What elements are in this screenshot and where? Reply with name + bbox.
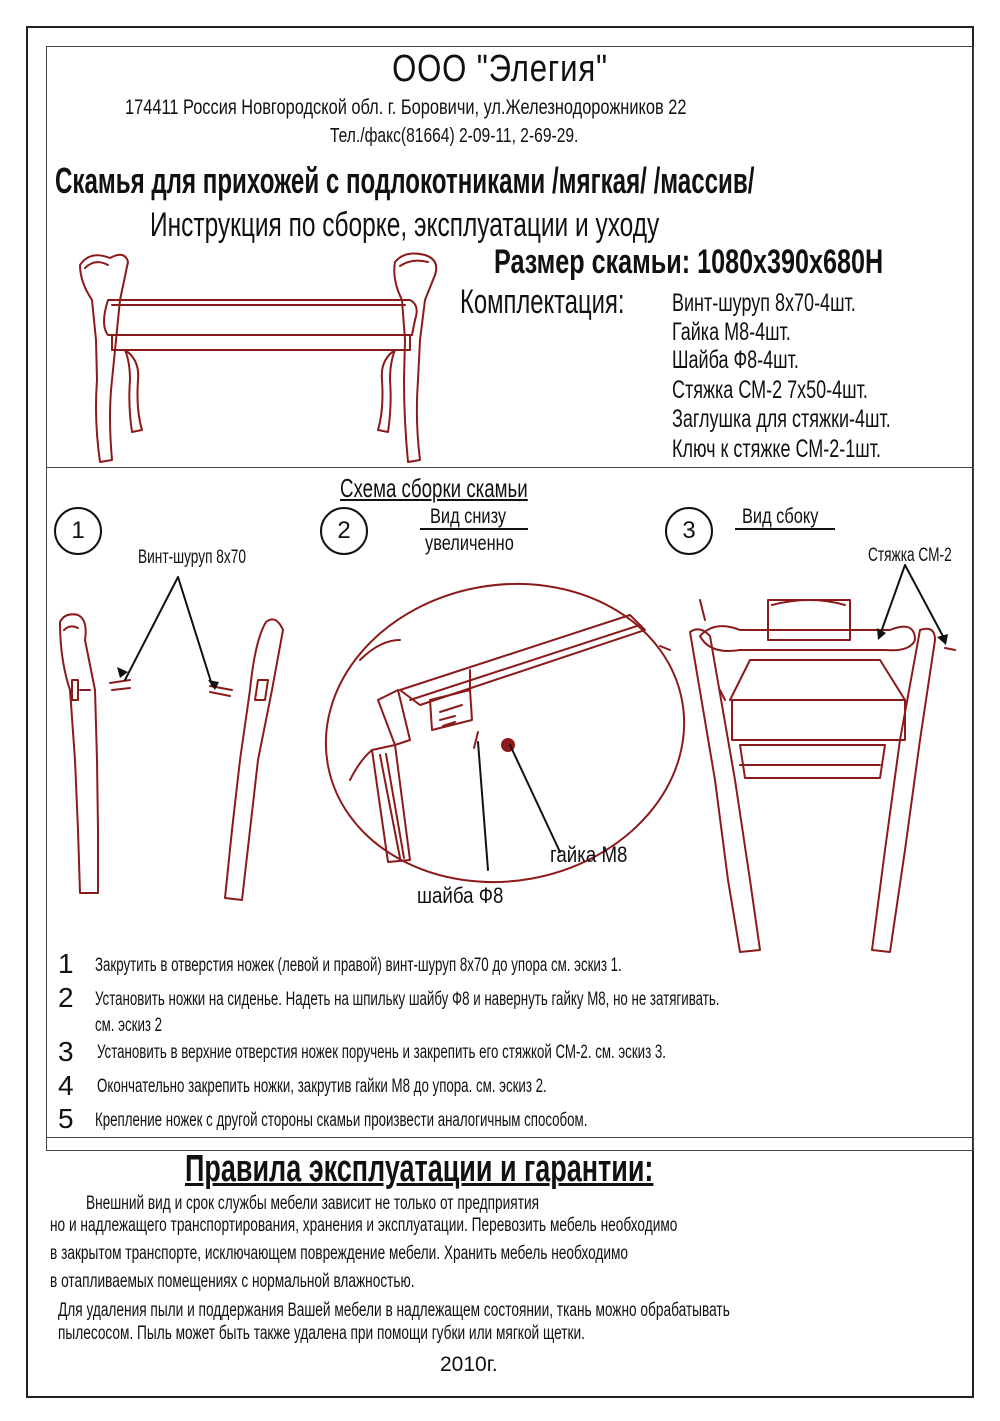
step-number: 1 — [58, 948, 74, 979]
step-number: 3 — [58, 1036, 74, 1067]
rule-line: Внешний вид и срок службы мебели зависит не только от предприятия — [86, 1193, 540, 1214]
step-number: 2 — [58, 982, 74, 1013]
kit-item: Заглушка для стяжки-4шт. — [672, 405, 891, 433]
label-side-view: Вид сбоку — [742, 505, 819, 528]
sketch-number-3: 3 — [665, 507, 713, 555]
company-address: 174411 Россия Новгородской обл. г. Боровичи, ул.Железнодорожников 22 — [125, 96, 687, 119]
instruction-title: Инструкция по сборке, эксплуатации и уходу — [150, 206, 660, 244]
kit-item: Гайка М8-4шт. — [672, 318, 791, 346]
step-text-continued: см. эскиз 2 — [95, 1015, 163, 1036]
rule-line: пылесосом. Пыль может быть также удалена при помощи губки или мягкой щетки. — [58, 1323, 585, 1344]
step-text: Крепление ножек с другой стороны скамьи произвести аналогичным способом. — [95, 1110, 588, 1131]
company-phone: Тел./факс(81664) 2-09-11, 2-69-29. — [330, 125, 579, 147]
rules-title: Правила эксплуатации и гарантии: — [185, 1148, 654, 1190]
underline — [420, 528, 528, 530]
sketch-number-2: 2 — [320, 507, 368, 555]
label-washer: шайба Ф8 — [417, 883, 504, 908]
underline — [735, 528, 835, 530]
sketch-number-1: 1 — [54, 507, 102, 555]
diagram-title: Схема сборки скамьи — [340, 473, 528, 503]
rule-line: в закрытом транспорте, исключающем повреждение мебели. Хранить мебель необходимо — [50, 1243, 629, 1264]
kit-item: Шайба Ф8-4шт. — [672, 346, 799, 374]
step-text: Установить в верхние отверстия ножек поручень и закрепить его стяжкой СМ-2. см. эскиз 3. — [97, 1042, 666, 1063]
step-text: Окончательно закрепить ножки, закрутив гайки М8 до упора. см. эскиз 2. — [97, 1076, 547, 1097]
step-number: 5 — [58, 1103, 74, 1134]
document-year: 2010г. — [440, 1353, 498, 1376]
rule-line: Для удаления пыли и поддержания Вашей мебели в надлежащем состоянии, ткань можно обрабатывать — [58, 1300, 730, 1321]
kit-label: Комплектация: — [460, 283, 625, 321]
kit-item: Винт-шуруп 8х70-4шт. — [672, 289, 856, 317]
label-bottom-view: Вид снизу — [430, 505, 507, 528]
bench-size: Размер скамьи: 1080х390х680Н — [494, 243, 884, 281]
label-tie: Стяжка СМ-2 — [868, 545, 952, 566]
kit-item: Стяжка СМ-2 7х50-4шт. — [672, 376, 868, 404]
product-title: Скамья для прихожей с подлокотниками /мягкая/ /массив/ — [55, 160, 755, 201]
rule-line: в отапливаемых помещениях с нормальной влажностью. — [50, 1271, 415, 1292]
sketch-2-bottom-view — [302, 556, 708, 910]
step-text: Установить ножки на сиденье. Надеть на шпильку шайбу Ф8 и навернуть гайку М8, но не затягивать. — [95, 989, 720, 1010]
company-name: ООО "Элегия" — [392, 48, 608, 90]
label-nut: гайка М8 — [550, 842, 628, 867]
label-enlarged: увеличенно — [425, 532, 514, 555]
step-text: Закрутить в отверстия ножек (левой и правой) винт-шуруп 8х70 до упора см. эскиз 1. — [95, 955, 622, 976]
step-number: 4 — [58, 1070, 74, 1101]
label-screw: Винт-шуруп 8х70 — [138, 547, 246, 568]
kit-item: Ключ к стяжке СМ-2-1шт. — [672, 435, 881, 463]
bench-illustration — [80, 254, 436, 462]
rule-line: но и надлежащего транспортирования, хранения и эксплуатации. Перевозить мебель необходимо — [50, 1215, 678, 1236]
sketch-1-legs — [60, 614, 283, 900]
sketch-3-side-view — [660, 600, 955, 952]
